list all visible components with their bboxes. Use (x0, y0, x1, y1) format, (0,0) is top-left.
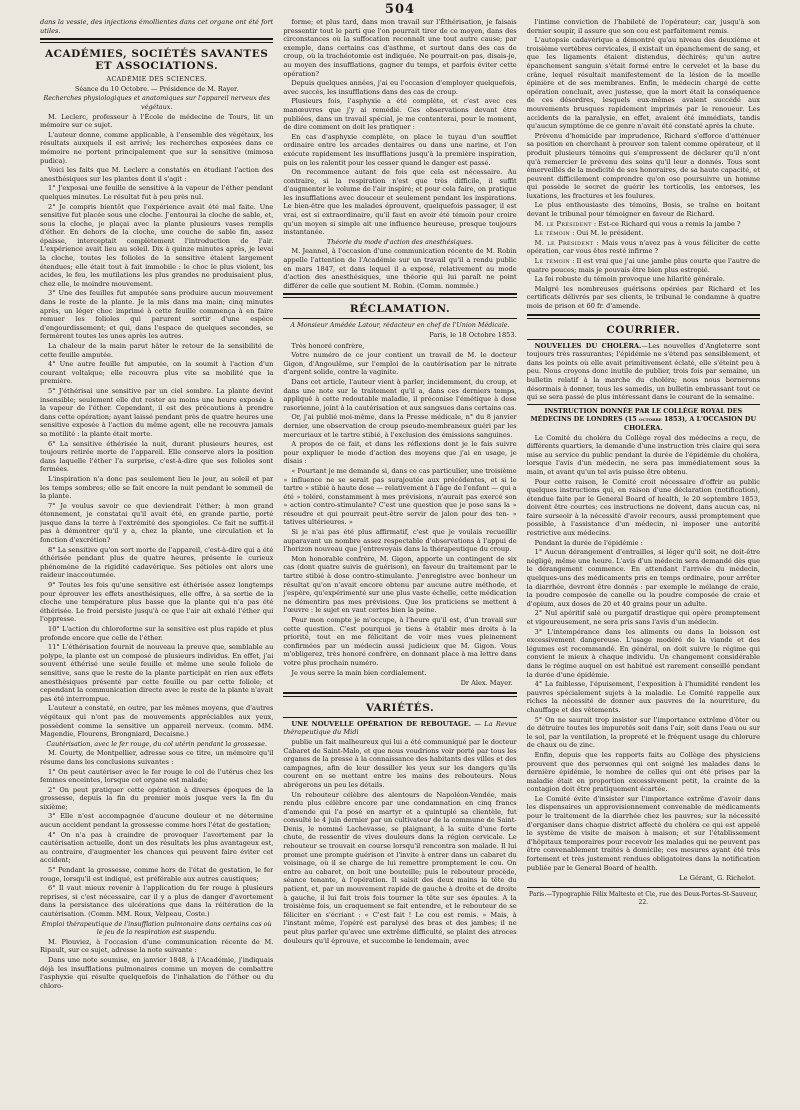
letter-body (283, 351, 516, 677)
article-body (283, 738, 516, 945)
courrier-text: —Les nouvelles d'Angleterre sont toujours très rassurantes; l'épidémie ne s'étend pas sensiblement, et dans les points où elle avait primitivement éclaté, elle s'éteint peu à peu. Nous croyons donc inutile de publier, trois fois par semaine, un bulletin relatif à la marche du choléra; nous nous bornerons désormais à donner, tous les samedis, un bulletin embrassant tout ce qui se sera passé de plus intéressant dans le courant de la semaine. (526, 341, 760, 402)
dialogue-speaker: Le témoin (534, 229, 571, 238)
paragraph: En cas d'asphyxie complète, on place le tuyau d'un soufflet ordinaire entre les arcades dentaires ou dans une narine, et l'on exécute rapidement les insufflations jusqu'à la première inspiration, puis on les ralentit pour les cesser quand le danger est passé. (283, 132, 517, 167)
addressee: A Monsieur Amédée Latour, rédacteur en chef de l'Union Médicale. (290, 321, 510, 330)
paragraph: 3° Une des feuilles fut amputée sans produire aucun mouvement dans le reste de la plante. Je la mis dans ma main; cinq minutes après, un léger choc imprimé à cette feuille commença à en faire remuer les folioles qui parurent sortir d'une espèce d'engourdissement; et qui, dans l'espace de quelques secondes, se fermèrent toutes les unes après les autres. (40, 289, 274, 341)
courrier-heading: NOUVELLES DU CHOLÉRA. (534, 341, 642, 350)
divider (283, 318, 516, 319)
intro-text: dans la vessie, des injections émollientes dans cet organe ont été fort utiles. (40, 18, 274, 35)
paragraph: La chaleur de la main parut hâter le retour de la sensibilité de cette feuille amputée. (40, 342, 274, 359)
paragraph: 5° Pendant la grossesse, comme hors de l'état de gestation, le fer rouge, lorsqu'il est indiqué, est préférable aux autres caustiques; (40, 866, 274, 883)
paragraph: Voici les faits que M. Leclerc a constatés en étudiant l'action des anesthésiques sur les plantes dont il s'agit : (40, 166, 274, 183)
article-body (40, 938, 273, 991)
paragraph: Le Comité du choléra du Collège royal des médecins a reçu, de différents quartiers, la demande d'une instruction très claire qui sera mise au service du public pendant la durée de l'épidémie du choléra, lorsque l'avis d'un médecin, ne sera pas immédiatement sous la main, et avant qu'un tel avis puisse être obtenu. (526, 433, 760, 476)
dialogue-speaker: M. le Président (534, 219, 592, 228)
dialogue-line (527, 229, 760, 238)
paragraph: 1° On peut cautériser avec le fer rouge le col de l'utérus chez les femmes enceintes, lorsque cet organe est malade; (40, 767, 274, 785)
paragraph: Le Comité évite d'insister sur l'importance extrême d'avoir dans les dispensaires un approvisionnement convenable de médicaments pour le traitement de la diarrhée chez les pauvres; sur la nécessité d'organiser dans chaque district affecté du choléra ce qui est appelé le système de visite de maison à maison; et sur l'établissement d'hôpitaux temporaires pour recevoir les malades qui ne peuvent pas être convenablement traités à domicile; ces mesures ayant été très fortement et très justement rendues obligatoires dans la notification publiée par le General Board of health. (526, 794, 760, 872)
dialogue-line (527, 220, 760, 229)
divider (283, 717, 516, 718)
columns (40, 18, 760, 1082)
paragraph: M. Jeannel, à l'occasion d'une communication récente de M. Robin appelle l'attention de l'Académie sur un travail qu'il a rendu public en mars 1847, et dans lequel il a exposé, relativement au mode d'action des anesthésiques, une théorie qui lui paraît ne point différer de celle que soutient M. Robin. (Comm. nommée.) (283, 247, 517, 290)
divider (283, 692, 516, 697)
paragraph: 1° Aucun dérangement d'entrailles, si léger qu'il soit, ne doit-être négligé, même une heure. L'avis d'un médecin sera demandé dès que le dérangement commence. En attendant l'arrivée du médecin, quelques-uns des médicaments pris en temps ordinaire, pour arrêter la diarrhée, devront être donnés : par exemple le mélange de craie, la poudre composée de canelle ou la poudre composée de craie et d'opium, aux doses de 20 et 40 grains pour un adulte. (526, 548, 760, 608)
gerant-signature: Le Gérant, G. Richelot. (679, 874, 756, 883)
article-body (527, 275, 760, 310)
academy-name: ACADÉMIE DES SCIENCES. (106, 75, 207, 84)
dialogue-line (527, 257, 760, 274)
dialogue-text: : Mais vous n'avez pas à vous féliciter de cette opération, car vous êtes resté infirme ? (526, 238, 760, 256)
dialogue-speaker: M. le Président (534, 238, 594, 247)
paragraph: 4° La faiblesse, l'épuisement, l'exposition à l'humidité rendent les pauvres spécialement sujets à la maladie. Le Comité rappelle aux riches la nécessité de donner aux pauvres de la nourriture, du chauffage et des vêtements. (526, 680, 760, 714)
paragraph: 3° Elle n'est accompagnée d'aucune douleur et ne détermine aucun accident pendant la grossesse comme hors l'état de gestation; (40, 812, 274, 830)
paragraph: 5° On ne saurait trop insister sur l'importance extrême d'ôter ou de détruire toutes les impuretés soit dans l'air, soit dans l'eau ou sur le sol, par la ventilation, la propreté et le fréquent usage du chlorure de chaux ou de zinc. (526, 715, 760, 750)
courrier-lead (527, 342, 760, 402)
page-number: 504 (384, 2, 416, 17)
paragraph: forme; et plus tard, dans mon travail sur l'Éthérisation, je faisais pressentir tout le parti que l'on pourrait tirer de ce moyen, dans des circonstances où la suffocation reconnaît une tout autre cause; par exemple, dans certains cas d'asthme, et surtout dans des cas de croup, où la trachéotomie est indiquée. Ne pourrait-on pas, disais-je, au moyen des insufflations, gagner du temps, et parfois éviter cette opération? (283, 18, 517, 78)
paragraph: Je vous serre la main bien cordialement. (291, 668, 427, 677)
court-dialogue (527, 220, 760, 275)
paragraph: Malgré les nombreuses guérisons opérées par Richard et les certificats délivrés par ses clients, le tribunal le condamne à quatre mois de prison et 60 fr. d'amende. (526, 284, 760, 310)
paragraph: 2° Je compris bientôt que l'expérience avait été mal faite. Une sensitive fut placée sous une cloche. J'entourai la cloche de sable, et, sous la cloche, je plaçai avec la plante plusieurs vases remplis d'éther. En dehors de la cloche, une couche de sable fin, assez épaisse, interceptait complètement l'introduction de l'air. L'expérience avait lieu au soleil. Dix à quinze minutes après, je levai la cloche, toutes les folioles de la sensitive étaient largement étendues; elle était tout à fait immobile : le choc le plus violent, les acides, le feu, les mutilations les plus grandes ne produisaient plus, chez elle, le moindre mouvement. (40, 202, 274, 288)
section-title-varietes: VARIÉTÉS. (365, 701, 435, 714)
paragraph: 6° La sensitive éthérisée la nuit, durant plusieurs heures, est toujours retirée morte de l'appareil. Elle conserve alors la position dans laquelle l'éther l'a surprise, c'est-à-dire que ses folioles sont fermées. (40, 439, 274, 474)
paragraph: Dans une note soumise, en janvier 1848, à l'Académie, j'indiquais déjà les insufflations pulmonaires comme un moyen de combattre l'asphyxie qui résulte quelquefois de l'inhalation de l'éther ou du chloro- (40, 955, 274, 990)
divider (527, 339, 760, 340)
paragraph: publie un fait malheureux qui lui a été communiqué par le docteur Cabaret de Saint-Malo, et que nous voudrions voir porté par tous les organes de la presse à la connaissance des habitants des villes et des campagnes, afin de leur dessiller les yeux sur les dangers qu'ils courent en se mettant entre les mains des rebouteurs. Nous abrégerons un peu les détails. (283, 737, 517, 789)
article-body (527, 18, 760, 219)
column-2 (283, 18, 516, 1082)
column-3 (527, 18, 760, 1082)
paragraph: Le plus enthousiaste des témoins, Bosis, se traîne en boitant devant le tribunal pour témoigner en faveur de Richard. (526, 201, 760, 219)
paragraph: Or, j'ai publié moi-même, dans la Presse médicale, n° du 8 janvier dernier, une observation de croup pseudo-membraneux guéri par les mercuriaux et le tartre stibié, à l'exclusion des émissions sanguines. (283, 413, 517, 439)
paragraph: l'intime conviction de l'habileté de l'opérateur; car, jusqu'à son dernier soupir, il assure que son cou est parfaitement remis. (526, 18, 760, 35)
paragraph: Pour mon compte je m'occupe, à l'heure qu'il est, d'un travail sur cette question. C'est pourquoi je tiens à établir mes droits à la priorité, tout en me félicitant de voir mes vues pleinement confirmées par un médecin aussi judicieux que M. Gigon. Vous m'obligerez, très honoré confrère, en donnant place à ma lettre dans votre plus prochain numéro. (283, 616, 517, 667)
session-line: Séance du 10 Octobre. — Présidence de M. Rayer. (74, 84, 239, 93)
paragraph: Plusieurs fois, l'asphyxie a été complète, et c'est avec ces manœuvres que j'y ai remédié. Ces observations devant être publiées, dans un travail spécial, je me contenterai, pour le moment, de dire comment on doit les pratiquer : (283, 97, 517, 132)
signature: Dr Alex. Mayer. (460, 679, 513, 688)
variete-lead (283, 720, 516, 737)
paragraph: 2° On peut pratiquer cette opération à diverses époques de la grossesse, depuis la fin du premier mois jusque vers la fin du sixième; (40, 785, 274, 811)
paragraph: 5° J'éthérisai une sensitive par un ciel sombre. La plante devint insensible; seulement elle dut rester au moins une heure exposée à la vapeur de l'éther. Cependant, il est des précautions à prendre dans cette opération; ayant laissé pendant près de quatre heures une sensitive exposée à l'action du même agent, elle ne recouvra jamais sa motilité : la plante était morte. (40, 386, 274, 438)
divider (40, 38, 273, 43)
paragraph: Un rebouteur célèbre des alentours de Napoléon-Vendée, mais rendu plus célèbre encore par une condamnation en cinq francs d'amende qui l'a posé en martyr et a quintuplé sa clientèle, fut consulté le 4 juin dernier par un cultivateur de la commune de Saint-Denis, le nommé Lachevasse, se plaignant, à la suite d'une forte chute, de ressentir de vives douleurs dans la région cervicale. Le rebouteur se trouvait en course lorsqu'il rencontra son malade. Il lui promet une prompte guérison et l'invite à entrer dans un cabaret du voisinage, où il se charge de lui remettre promptement le cou. On entre au cabaret, on boit une bouteille; puis le rebouteur procède, séance tenante, à l'opération. Il saisit des deux mains la tête du patient, et, par un mouvement rapide de gauche à droite et de droite à gauche, il lui fait trois fois tourner la tête sur ses épaules. A la troisième fois, un craquement se fait entendre, et le rebouteur de se féliciter en s'écriant : « C'est fait ! Le cou est remis. » Mais, à l'instant même, l'opéré est paralysé des bras et des jambes; il ne peut plus parler qu'avec une extrême difficulté, se plaint des atroces douleurs qu'il éprouve, et succombe le lendemain, avec (283, 790, 517, 945)
dialogue-line (527, 239, 760, 256)
article-body (40, 113, 273, 739)
section-title-reclamation: RÉCLAMATION. (349, 303, 451, 316)
paragraph: Enfin, depuis que les rapports faits au Collège des physiciens prouvent que des personnes qui ont soigné les malades dans le dernière épidémie, le nombre de celles qui ont été prises par la maladie était en proportion excessivement petit, la crainte de la contagion doit être pratiquement écartée. (526, 750, 760, 794)
paragraph: 10° L'action du chloroforme sur la sensitive est plus rapide et plus profonde encore que celle de l'éther. (40, 625, 274, 642)
variete-heading: UNE NOUVELLE OPÉRATION DE REBOUTAGE. (291, 719, 471, 728)
paragraph: La foi robuste du témoin provoque une hilarité générale. (534, 275, 725, 284)
paragraph: Depuis quelques années, j'ai eu l'occasion d'employer quelquefois, avec succès, les insufflations dans des cas de croup. (283, 79, 517, 96)
divider (527, 404, 760, 405)
salutation: Très honoré confrère, (291, 341, 365, 350)
divider (283, 293, 516, 298)
article-title: Emploi thérapeutique de l'insufflation pulmonaire dans certains cas où le jeu de la respiration est suspendu. (41, 919, 272, 937)
article-title: Cautérisation, avec le fer rouge, du col utérin pendant la grossesse. (46, 739, 267, 748)
section-title-academies: ACADÉMIES, SOCIÉTÉS SAVANTES ET ASSOCIATIONS. (45, 48, 269, 73)
dateline: Paris, le 18 Octobre 1853. (429, 331, 517, 339)
paragraph: 8° La sensitive qu'on sort morte de l'appareil, c'est-à-dire qui a été éthérisée pendant plus de quatre heures, présente le curieux phénomène de la rigidité cadavérique. Ses pétioles ont alors une raideur inaccoutumée. (40, 545, 274, 580)
paragraph: Mon honorable confrère, M. Gigon, apporte un contingent de six cas (dont quatre suivis de guérison), en faveur du traitement par le tartre stibié à dose contro-stimulante. J'enregistre avec bonheur un résultat qu'on n'avait encore obtenu par aucune autre méthode, et j'espère, qu'expérimenté sur une plus vaste échelle, cette médication ne démentira pas mes prévisions. Que les praticiens se mettent à l'œuvre : le sujet en vaut certes bien la peine. (283, 554, 517, 615)
dialogue-text: : Est-ce Richard qui vous a remis la jambe ? (593, 219, 741, 228)
article-title: Recherches physiologiques et anatomiques sur l'appareil nerveux des végétaux. (43, 94, 270, 111)
paragraph: Pour cette raison, le Comité croit nécessaire d'offrir au public quelques instructions qui, en raison d'une déclaration (notification), étendue faite par le General Board of health, le 20 septembre 1853, doivent être courtes; ces instructions ne doivent, dans aucun cas, ni faire surseoir à la nécessité d'avoir recours, aussi promptement que possible, à l'assistance d'un médecin, ni imposer une autorité restrictive aux médecins. (526, 477, 760, 538)
paragraph: Dans cet article, l'auteur vient à parler, incidemment, du croup, et dans une note sur le traitement qu'il a, dans ces derniers temps, appliqué à cette redoutable maladie, il préconise l'émétique à dose rasorienne, joint à la cautérisation et aux sangsues dans certains cas. (283, 377, 517, 412)
column-1 (40, 18, 273, 1082)
paragraph: M. Leclerc, professeur à l'École de médecine de Tours, lit un mémoire sur ce sujet. (40, 112, 274, 130)
paragraph: 9° Toutes les fois qu'une sensitive est éthérisée assez longtemps pour éprouver les effets anesthésiques, elle offre, à sa sortie de la cloche une température plus basse que la plante qui n'a pas été éthérisée. Le froid persiste jusqu'à ce que l'air ait exhalé l'éther qui l'oppresse. (40, 581, 274, 624)
divider (527, 314, 760, 319)
paragraph: A propos de ce fait, et dans les réflexions dont je le fais suivre pour expliquer le mode d'action des moyens que j'ai en usage, je disais : (283, 440, 517, 466)
paragraph: 6° Il vaut mieux revenir à l'application du fer rouge à plusieurs reprises, si c'est nécessaire, car il y a plus de danger d'avortement dans la persistance des ulcérations que dans la réitération de la cautérisation. (Comm. MM. Roux, Velpeau, Coste.) (40, 884, 274, 918)
paragraph: 11° L'éthérisation fournit de nouveau la preuve que, semblable au polype, la plante est un composé de plusieurs individus. En effet, j'ai souvent éthérisé une seule feuille et même une seule foliole de sensitive, sans que le reste de la plante participât en rien aux effets anesthésiques présenté par cette feuille ou par cette foliole; et cependant la communication directe avec le reste de la plante n'avait pas été interrompue. (40, 643, 274, 703)
instruction-heading: INSTRUCTION DONNÉE PAR LE COLLÈGE ROYAL DES MÉDECINS DE LONDRES (15 octobre 1853), A L'OCCASION DU CHOLÉRA. (530, 406, 757, 432)
paragraph: Votre numéro de ce jour contient un travail de M. le docteur Gigon, d'Angoulême, sur l'emploi de la cautérisation par le nitrate d'argent solide, contre la vaginite. (283, 351, 517, 377)
paragraph: 4° Une autre feuille fut amputée, on la soumit à l'action d'un courant voltaïque; elle recouvra plus vite sa mobilité que la première. (40, 360, 274, 386)
paragraph: « Pourtant je me demande si, dans ce cas particulier, une troisième » influence ne se serait pas surajoutée aux précédentes, et si le tartre » stibié à haute dose — relativement à l'âge de l'enfant — qui a été » toléré, constamment à mes prévisions, n'aurait pas exercé son » action contro-stimulante? C'est une question que je pose sans la » résoudre et qui pourrait peut-être servir de jalon pour des ten- » tatives ultérieures. » (283, 466, 517, 527)
paragraph: On recommence autant de fois que cela est nécessaire. Au contraire, si la respiration n'est que très difficile, il suffit d'augmenter le volume de l'air inspiré; et pour cela faire, on pratique les insufflations avec douceur et seulement pendant les inspirations. Le bien-être que les malades éprouvent, quelquefois passager, il est vrai, est si extraordinaire, qu'il faut en avoir été témoin pour croire qu'un moyen si simple ait une influence heureuse, presque toujours instantanée. (283, 168, 517, 237)
article-body (40, 749, 273, 918)
article-body (283, 18, 516, 237)
paragraph: M. Plouviez, à l'occasion d'une communication récente de M. Ripault, sur ce sujet, adresse la note suivante : (40, 937, 274, 955)
paragraph: 4° On n'a pas à craindre de provoquer l'avortement par la cautérisation actuelle, dont un des résultats les plus avantageux est, au contraire, d'augmenter les chances qui peuvent faire éviter cet accident; (40, 830, 274, 865)
divider (527, 887, 760, 888)
paragraph: L'inspiration n'a donc pas seulement lieu le jour, au soleil et par les temps sombres; elle se fait encore la nuit pendant le sommeil de la plante. (40, 474, 274, 501)
dialogue-speaker: Le témoin (534, 257, 571, 266)
paragraph: 7° Je voulus savoir ce que deviendrait l'éther; à mon grand étonnement, je constatai qu'il avait été, en grande partie, porté jusque dans la terre à l'extrémité des spongioles. Ce fait ne suffit-il pas à démontrer qu'il y a, chez la plante, une circulation et la fonction d'excrétion? (40, 501, 274, 545)
paragraph: M. Courty, de Montpellier, adresse sous ce titre, un mémoire qu'il résume dans les conclusions suivantes : (40, 749, 274, 766)
paragraph: Pendant la durée de l'épidémie : (534, 538, 643, 547)
paragraph: Si je n'ai pas été plus affirmatif, c'est que je voulais recueillir auparavant un nombre assez respectable d'observations à l'appui de l'horizon nouveau que j'entrevoyais dans la thérapeutique du croup. (283, 528, 517, 554)
paragraph: 2° Nul apéritif salé ou purgatif drastique qui opère promptement et vigoureusement, ne sera pris sans l'avis d'un médecin. (526, 609, 760, 626)
paragraph: 1° J'exposai une feuille de sensitive à la vapeur de l'éther pendant quelques minutes. Le résultat fut à peu près nul. (40, 184, 274, 201)
article-body (283, 247, 516, 290)
dialogue-text: : Oui M. le président. (572, 229, 644, 238)
variete-source: — La Revue thérapeutique du Midi (283, 719, 517, 737)
paragraph: L'auteur donne, comme applicable, à l'ensemble des végétaux, les résultats auxquels il est arrivé; les recherches exposées dans ce mémoire ne portent principalement que sur la sensitive (mimosa pudica). (40, 130, 274, 165)
paragraph: L'autopsie cadavérique a démontré qu'au niveau des deuxième et troisième vertèbres cervicales, il existait un épanchement de sang, et que les ligaments étaient distendus, déchirés; qu'un autre épanchement sanguin s'était formé entre le cervelet et la base du crâne, lequel résultait manifestement de la lésion de la moelle épinière et de ses membranes. Enfin, le médecin chargé de cette opération concluait, avec justesse, que la mort était la conséquence de ces désordres, lesquels eux-mêmes avaient succédé aux mouvements brusques rapidement imprimés par le renoueur. Les accidents de la paralysie, en effet, avaient été immédiats, tandis qu'aucun symptôme de ce genre n'avait été constaté après la chute. (526, 36, 760, 131)
instruction-body (527, 434, 760, 873)
article-title: Théorie du mode d'action des anesthésiques. (326, 237, 474, 246)
imprint-line: Paris.—Typographie Félix Malteste et Cie, rue des Deux-Portes-St-Sauveur, 22. (529, 890, 758, 907)
paragraph: L'auteur a constaté, en outre, par les mêmes moyens, que d'autres végétaux qui n'ont pas de mouvements appréciables aux yeux, possèdent comme la sensitive un appareil nerveux. (comm. MM. Magendie, Flourens, Brongniard, Decaisne.) (40, 704, 274, 739)
paragraph: Prévenu d'homicide par imprudence, Richard s'efforce d'atténuer sa position en cherchant à prouver son talent comme opérateur, et il produit plusieurs témoins qui s'empressent de déclarer qu'il n'ont qu'à remercier le prévenu des soins qu'il leur a donnés. Tous sont émerveillés de la modicité de ses honoraires, de sa haute capacité, et peuvent difficilement comprendre qu'on ose poursuivre un homme qui possède le secret de guérir les torticolis, les entorses, les luxations, les fractures et les foulures. (526, 131, 760, 200)
section-title-courrier: COURRIER. (606, 323, 681, 336)
dialogue-text: : Il est vrai que j'ai une jambe plus courte que l'autre de quatre pouces; mais je pouvais être bien plus estropié. (526, 257, 760, 274)
paragraph: 3° L'intempérance dans les aliments ou dans la boisson est excessivement dangereuse. L'usage modéré de la viande et des légumes est recommandé. En général, on doit suivre le régime qui convient le mieux à chaque individu. Un changement considérable dans le régime auquel on est habitué est rarement conseillé pendant la durée d'une épidémie. (526, 627, 760, 679)
